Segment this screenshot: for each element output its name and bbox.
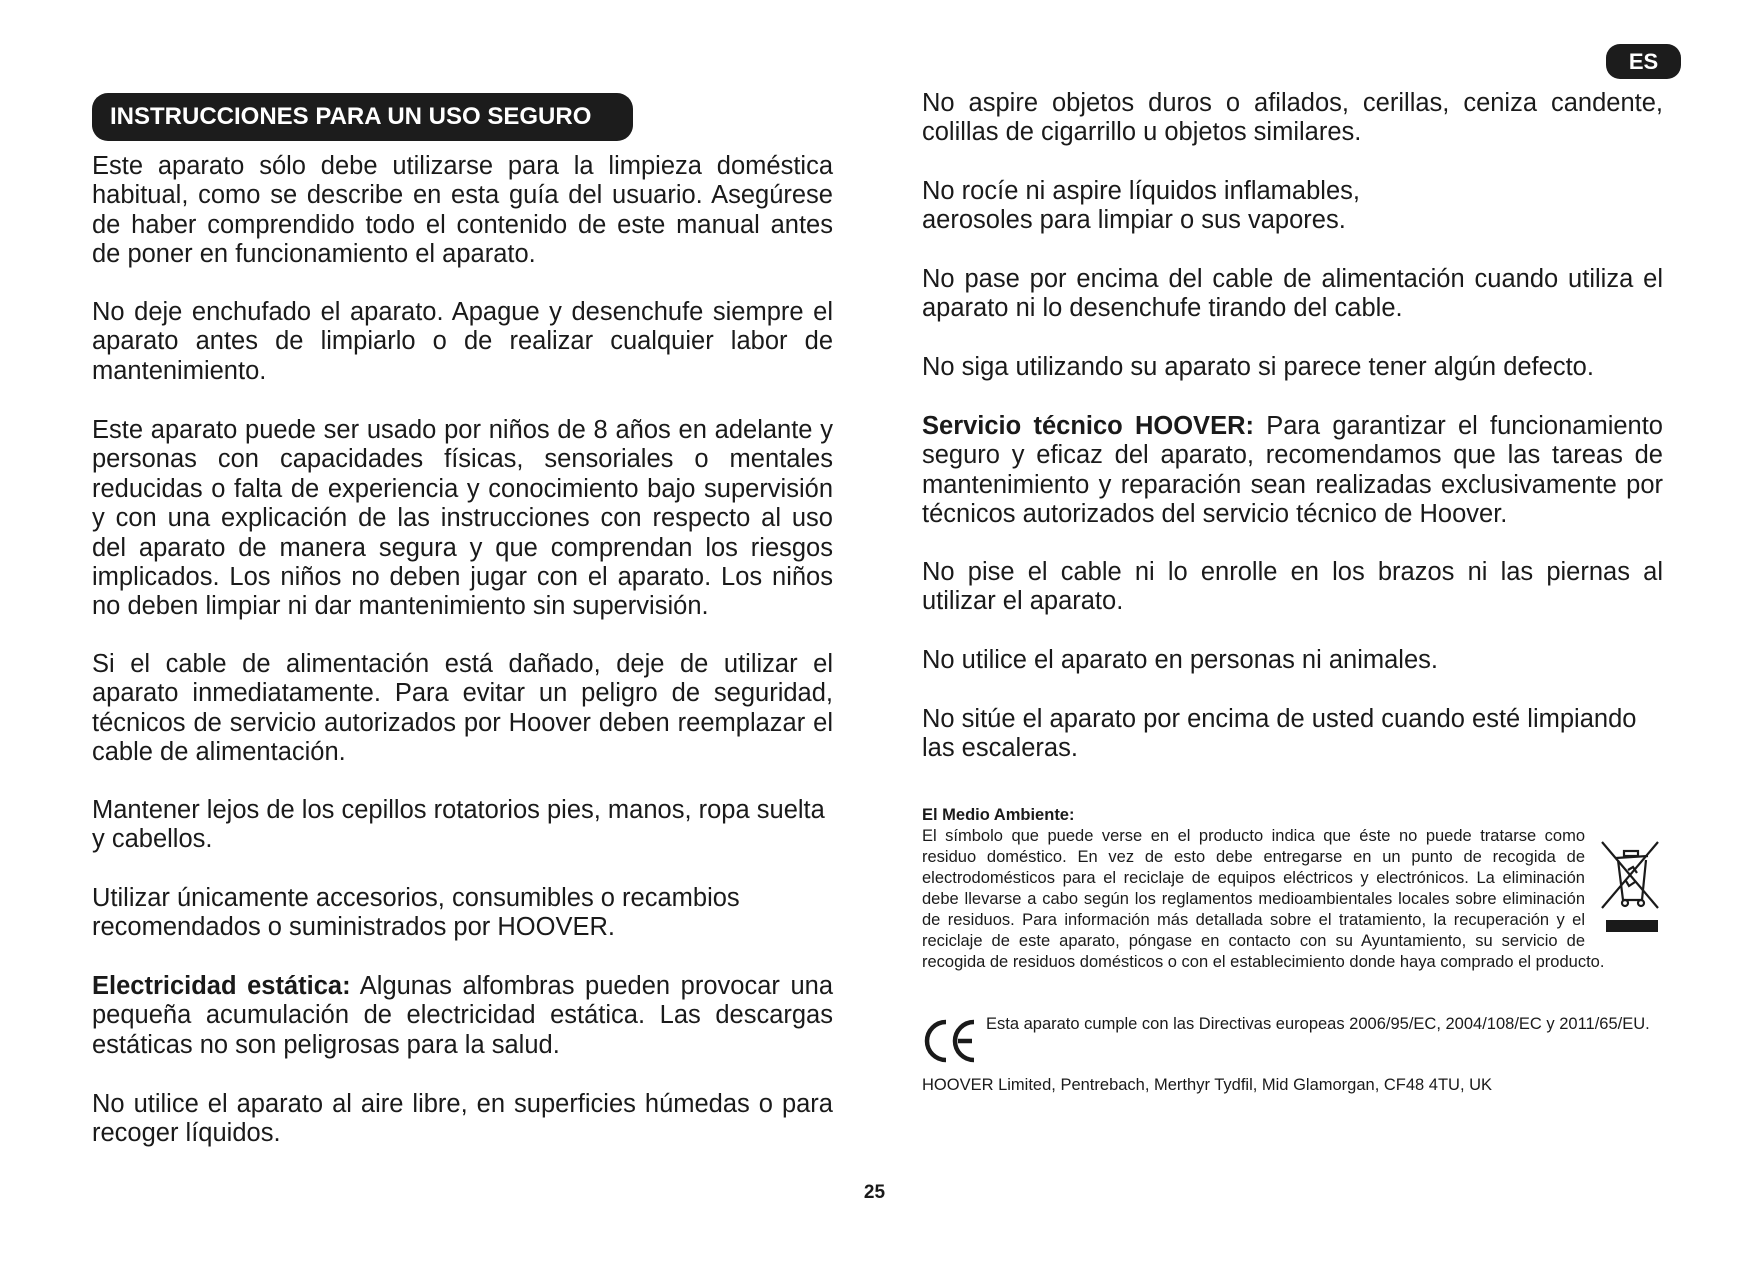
environment-text [922,826,1663,973]
language-badge: ES [1606,44,1681,79]
paragraph-accessories: Utilizar únicamente accesorios, consumibles o recambios recomendados o suministrados por HOOVER. [92,884,740,942]
paragraph-unplug: No deje enchufado el aparato. Apague y desenchufe siempre el aparato antes de limpiarlo o de realizar cualquier labor de mantenimiento. [92,298,833,385]
paragraph-cable-wrap: No pise el cable ni lo enrolle en los brazos ni las piernas al utilizar el aparato. [922,558,1663,616]
environment-body: El símbolo que puede verse en el producto indica que éste no puede tratarse como residuo doméstico. En vez de esto debe entregarse en un punto de recogida de electrodomésticos para el reciclaje de equipos eléctricos y electrónicos. La eliminación debe llevarse a cabo según los reglamentos medioambientales locales sobre eliminación de residuos. Para información más detallada sobre el tratamiento, la recuperación y el reciclaje de este aparato, póngase en contacto con su Ayuntamiento, su servicio de recogida de residuos domésticos o con el establecimiento donde haya comprado el producto. [922,827,1605,971]
paragraph-people-animals: No utilice el aparato en personas ni animales. [922,646,1438,674]
weee-crossed-bin-icon [1600,838,1660,934]
paragraph-static [92,972,833,1060]
paragraph-service [922,412,1663,530]
page-number: 25 [863,1182,886,1203]
paragraph-damaged-cable: Si el cable de alimentación está dañado, deje de utilizar el aparato inmediatamente. Para evitar un peligro de seguridad, técnicos de servicio autorizados por Hoover deben reemplazar el cable de alimentación. [92,650,833,767]
manufacturer-address: HOOVER Limited, Pentrebach, Merthyr Tydfil, Mid Glamorgan, CF48 4TU, UK [922,1076,1493,1094]
paragraph-children: Este aparato puede ser usado por niños de 8 años en adelante y personas con capacidades físicas, sensoriales o mentales reducidas o falta de experiencia y conocimiento bajo supervisión y con una explicación de las instrucciones con respecto al uso del aparato de manera segura y que comprendan los riesgos implicados. Los niños no deben jugar con el aparato. Los niños no deben limpiar ni dar mantenimiento sin supervisión. [92,416,833,621]
service-text: Para garantizar el funcionamiento seguro y eficaz del aparato, recomendamos que las tareas de mantenimiento y reparación sean realizadas exclusivamente por técnicos autorizados del servicio técnico de Hoover. [922,412,1663,529]
environment-title: El Medio Ambiente: [922,806,1075,824]
paragraph-defect: No siga utilizando su aparato si parece tener algún defecto. [922,353,1594,381]
paragraph-domestic-use: Este aparato sólo debe utilizarse para la limpieza doméstica habitual, como se describe en esta guía del usuario. Asegúrese de haber comprendido todo el contenido de este manual antes de poner en funcionamiento el aparato. [92,152,833,269]
flammable-line-1: No rocíe ni aspire líquidos inflamables, [922,177,1360,205]
paragraph-outdoor: No utilice el aparato al aire libre, en superficies húmedas o para recoger líquidos. [92,1090,833,1148]
static-label: Electricidad estática: [92,972,351,1000]
ce-mark-icon [922,1017,978,1065]
static-text: Algunas alfombras pueden provocar una pequeña acumulación de electricidad estática. Las descargas estáticas no son peligrosas para la salud. [92,972,833,1059]
section-heading: INSTRUCCIONES PARA UN USO SEGURO [92,93,633,141]
paragraph-flammable [922,177,1663,236]
service-label: Servicio técnico HOOVER: [922,412,1254,440]
paragraph-hard-objects: No aspire objetos duros o afilados, cerillas, ceniza candente, colillas de cigarrillo u objetos similares. [922,89,1663,147]
flammable-line-2: aerosoles para limpiar o sus vapores. [922,206,1346,235]
paragraph-brushes: Mantener lejos de los cepillos rotatorios pies, manos, ropa suelta y cabellos. [92,796,825,854]
ce-declaration: Esta aparato cumple con las Directivas europeas 2006/95/EC, 2004/108/EC y 2011/65/EU. [986,1015,1650,1033]
paragraph-cable-walk: No pase por encima del cable de alimentación cuando utiliza el aparato ni lo desenchufe tirando del cable. [922,265,1663,323]
paragraph-stairs: No sitúe el aparato por encima de usted cuando esté limpiando las escaleras. [922,705,1637,763]
